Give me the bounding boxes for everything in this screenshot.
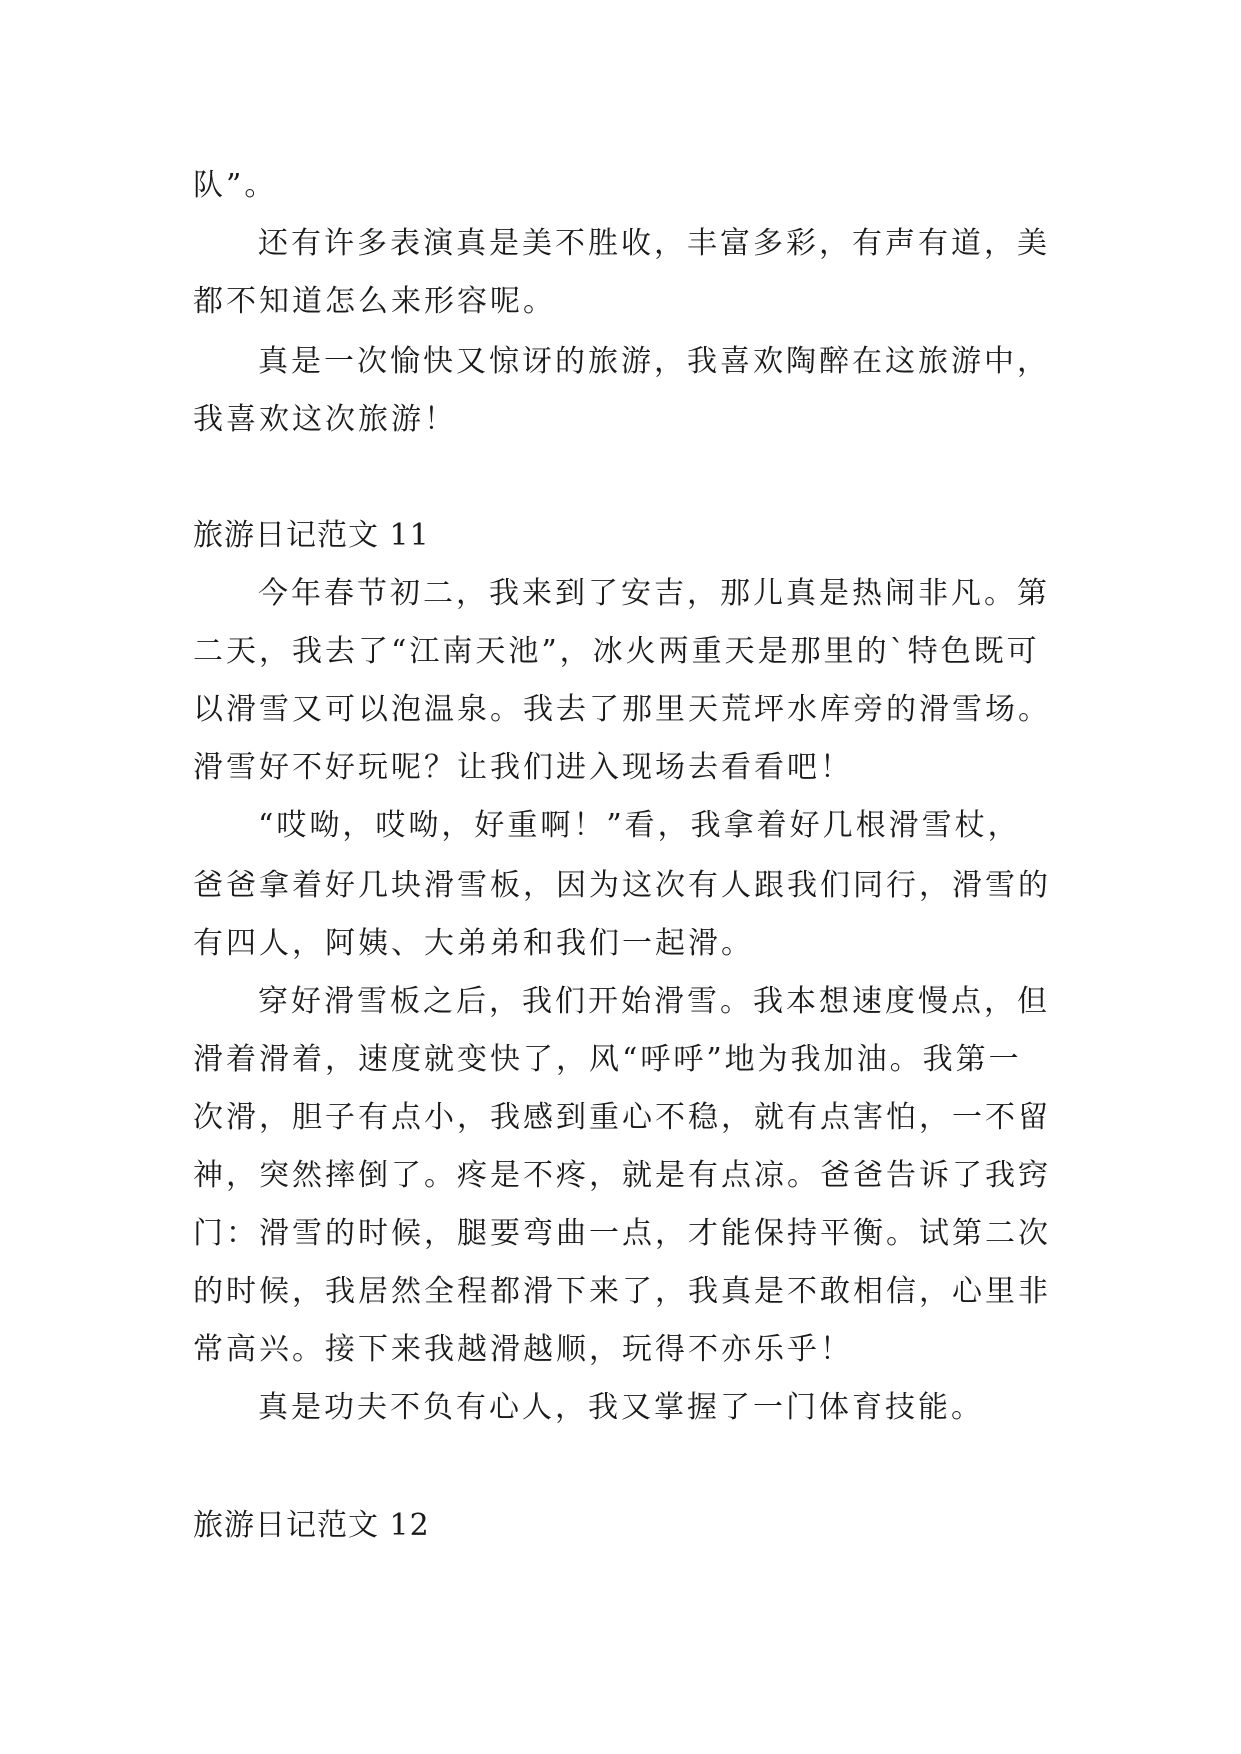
text-line: 常高兴。接下来我越滑越顺，玩得不亦乐乎！ (193, 1332, 853, 1367)
section-heading: 旅游日记范文 12 (193, 1508, 430, 1543)
text-line: 次滑，胆子有点小，我感到重心不稳，就有点害怕，一不留 (193, 1100, 1051, 1135)
paragraph-first-line: 真是一次愉快又惊讶的旅游，我喜欢陶醉在这旅游中， (258, 344, 1050, 379)
text-line: 队”。 (193, 168, 278, 203)
text-line: 都不知道怎么来形容呢。 (193, 284, 556, 319)
text-line: 我喜欢这次旅游！ (193, 402, 457, 437)
paragraph-first-line: 今年春节初二，我来到了安吉，那儿真是热闹非凡。第 (258, 576, 1050, 611)
paragraph-first-line: 真是功夫不负有心人，我又掌握了一门体育技能。 (258, 1390, 984, 1425)
text-line: 的时候，我居然全程都滑下来了，我真是不敢相信，心里非 (193, 1274, 1051, 1309)
text-line: 神，突然摔倒了。疼是不疼，就是有点凉。爸爸告诉了我窍 (193, 1158, 1051, 1193)
paragraph-first-line: “哎呦，哎呦，好重啊！”看，我拿着好几根滑雪杖， (258, 808, 1021, 843)
text-line: 滑着滑着，速度就变快了，风“呼呼”地为我加油。我第一 (193, 1042, 1022, 1077)
section-heading: 旅游日记范文 11 (193, 518, 430, 553)
paragraph-first-line: 穿好滑雪板之后，我们开始滑雪。我本想速度慢点，但 (258, 984, 1050, 1019)
text-line: 有四人，阿姨、大弟弟和我们一起滑。 (193, 926, 754, 961)
text-line: 二天，我去了“江南天池”，冰火两重天是那里的`特色既可 (193, 634, 1040, 669)
text-line: 以滑雪又可以泡温泉。我去了那里天荒坪水库旁的滑雪场。 (193, 692, 1051, 727)
paragraph-first-line: 还有许多表演真是美不胜收，丰富多彩，有声有道，美 (258, 226, 1050, 261)
text-line: 滑雪好不好玩呢？让我们进入现场去看看吧！ (193, 750, 853, 785)
text-line: 门：滑雪的时候，腿要弯曲一点，才能保持平衡。试第二次 (193, 1216, 1051, 1251)
text-line: 爸爸拿着好几块滑雪板，因为这次有人跟我们同行，滑雪的 (193, 868, 1051, 903)
